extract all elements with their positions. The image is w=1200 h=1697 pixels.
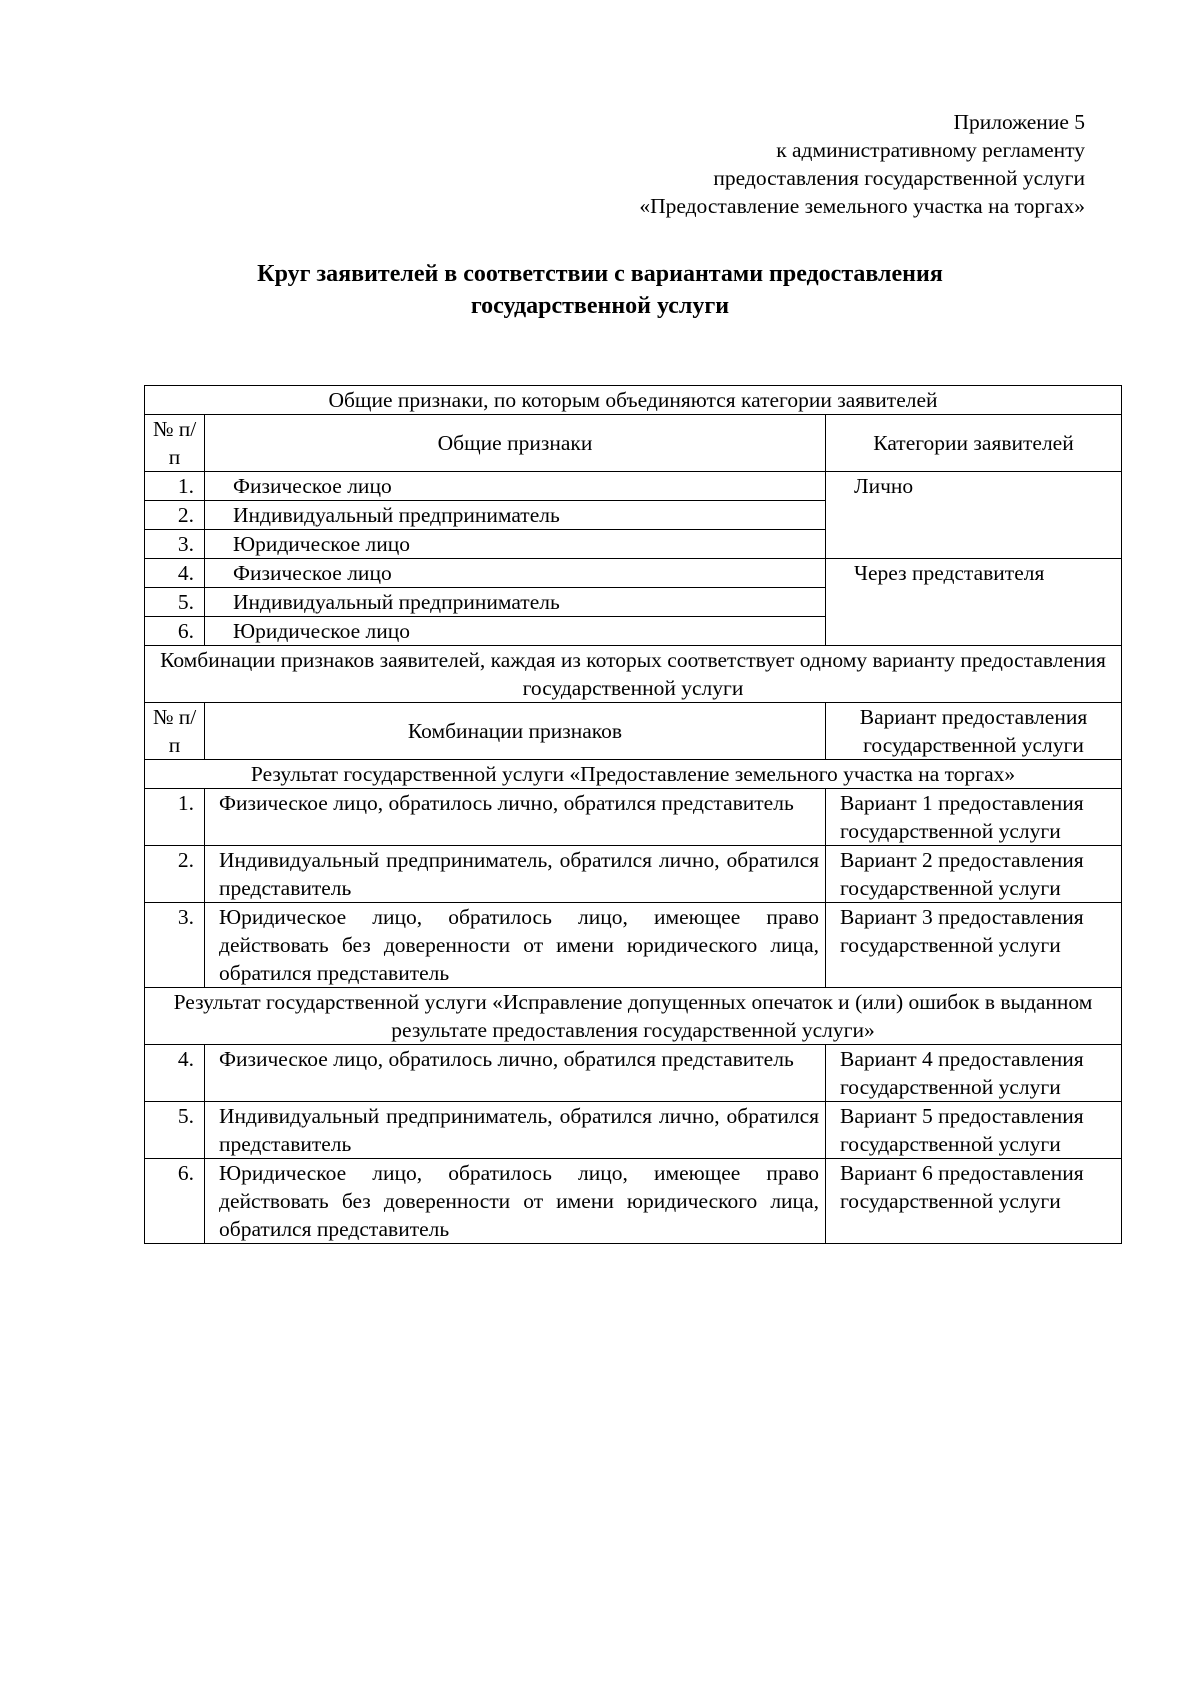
row-num: 3. — [145, 903, 205, 988]
section2-header: Комбинации признаков заявителей, каждая из которых соответствует одному варианту предоставления государственной услуги — [145, 646, 1122, 703]
variant-text: Вариант 3 предоставления государственной услуги — [826, 903, 1122, 988]
variant-text: Вариант 5 предоставления государственной услуги — [826, 1102, 1122, 1159]
table-row — [145, 903, 1122, 988]
table-row — [145, 789, 1122, 846]
table-row — [145, 472, 1122, 501]
row-num: 6. — [145, 1159, 205, 1244]
col-num-header: № п/п — [145, 703, 205, 760]
category-personal: Лично — [826, 472, 1122, 559]
document-title-line2: государственной услуги — [470, 293, 730, 319]
row-num: 3. — [145, 530, 205, 559]
col-variant-header: Вариант предоставления государственной услуги — [826, 703, 1122, 760]
feature-text: Физическое лицо — [205, 472, 826, 501]
row-num: 4. — [145, 1045, 205, 1102]
col-combinations-header: Комбинации признаков — [205, 703, 826, 760]
appendix-service: предоставления государственной услуги — [713, 166, 1085, 190]
result1-header: Результат государственной услуги «Предоставление земельного участка на торгах» — [145, 760, 1122, 789]
col-categories-header: Категории заявителей — [826, 415, 1122, 472]
row-num: 4. — [145, 559, 205, 588]
feature-text: Индивидуальный предприниматель — [205, 588, 826, 617]
row-num: 2. — [145, 846, 205, 903]
feature-text: Юридическое лицо — [205, 617, 826, 646]
feature-text: Физическое лицо — [205, 559, 826, 588]
row-num: 5. — [145, 588, 205, 617]
table-section-header — [145, 386, 1122, 415]
table-header-row — [145, 703, 1122, 760]
appendix-service-name: «Предоставление земельного участка на торгах» — [639, 194, 1085, 218]
combination-text: Юридическое лицо, обратилось лицо, имеющее право действовать без доверенности от имени юридического лица, обратился представитель — [205, 1159, 826, 1244]
document-title — [0, 258, 1200, 322]
section1-header: Общие признаки, по которым объединяются категории заявителей — [145, 386, 1122, 415]
appendix-reference: к административному регламенту — [776, 138, 1085, 162]
appendix-header — [639, 108, 1085, 220]
table-row — [145, 1102, 1122, 1159]
variant-text: Вариант 6 предоставления государственной услуги — [826, 1159, 1122, 1244]
col-features-header: Общие признаки — [205, 415, 826, 472]
row-num: 6. — [145, 617, 205, 646]
row-num: 1. — [145, 789, 205, 846]
table-section-header — [145, 988, 1122, 1045]
row-num: 1. — [145, 472, 205, 501]
table-row — [145, 1045, 1122, 1102]
appendix-number: Приложение 5 — [953, 110, 1085, 134]
table-row — [145, 1159, 1122, 1244]
combination-text: Индивидуальный предприниматель, обратился лично, обратился представитель — [205, 1102, 826, 1159]
row-num: 2. — [145, 501, 205, 530]
table-row — [145, 559, 1122, 588]
row-num: 5. — [145, 1102, 205, 1159]
variant-text: Вариант 4 предоставления государственной услуги — [826, 1045, 1122, 1102]
col-num-header: № п/п — [145, 415, 205, 472]
feature-text: Индивидуальный предприниматель — [205, 501, 826, 530]
result2-header: Результат государственной услуги «Исправление допущенных опечаток и (или) ошибок в выданном результате предоставления государственной услуги» — [145, 988, 1122, 1045]
document-title-line1: Круг заявителей в соответствии с вариантами предоставления — [257, 261, 943, 287]
variant-text: Вариант 2 предоставления государственной услуги — [826, 846, 1122, 903]
feature-text: Юридическое лицо — [205, 530, 826, 559]
variant-text: Вариант 1 предоставления государственной услуги — [826, 789, 1122, 846]
table-section-header — [145, 646, 1122, 703]
table-row — [145, 846, 1122, 903]
table-section-header — [145, 760, 1122, 789]
combination-text: Юридическое лицо, обратилось лицо, имеющее право действовать без доверенности от имени юридического лица, обратился представитель — [205, 903, 826, 988]
applicants-table — [144, 385, 1122, 1244]
category-representative: Через представителя — [826, 559, 1122, 646]
combination-text: Физическое лицо, обратилось лично, обратился представитель — [205, 789, 826, 846]
combination-text: Физическое лицо, обратилось лично, обратился представитель — [205, 1045, 826, 1102]
table-header-row — [145, 415, 1122, 472]
combination-text: Индивидуальный предприниматель, обратился лично, обратился представитель — [205, 846, 826, 903]
